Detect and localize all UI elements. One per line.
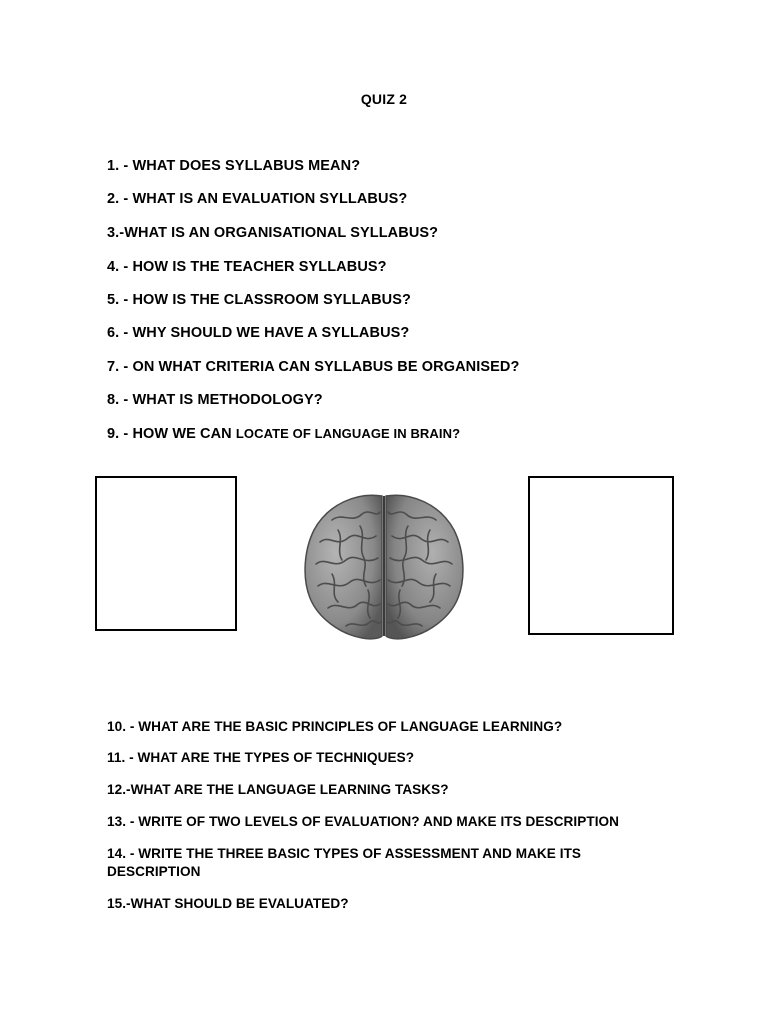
question-5: 5. - HOW IS THE CLASSROOM SYLLABUS?	[107, 292, 411, 308]
question-14: 14. - WRITE THE THREE BASIC TYPES OF ASSESSMENT AND MAKE ITS DESCRIPTION	[107, 846, 582, 879]
question-13: 13. - WRITE OF TWO LEVELS OF EVALUATION? AND MAKE ITS DESCRIPTION	[107, 814, 620, 829]
answer-box-left	[95, 476, 237, 631]
question-9-prefix: 9. - HOW WE CAN	[107, 426, 236, 442]
question-11: 11. - WHAT ARE THE TYPES OF TECHNIQUES?	[107, 750, 415, 765]
question-2: 2. - WHAT IS AN EVALUATION SYLLABUS?	[107, 191, 408, 207]
question-7: 7. - ON WHAT CRITERIA CAN SYLLABUS BE ORGANISED?	[107, 359, 520, 375]
question-4: 4. - HOW IS THE TEACHER SYLLABUS?	[107, 259, 387, 275]
question-9	[107, 426, 460, 442]
question-3: 3.-WHAT IS AN ORGANISATIONAL SYLLABUS?	[107, 225, 439, 241]
question-1: 1. - WHAT DOES SYLLABUS MEAN?	[107, 158, 361, 174]
brain-icon	[302, 490, 466, 642]
page-title: QUIZ 2	[360, 91, 408, 107]
question-6: 6. - WHY SHOULD WE HAVE A SYLLABUS?	[107, 325, 410, 341]
question-12: 12.-WHAT ARE THE LANGUAGE LEARNING TASKS?	[107, 782, 449, 797]
answer-box-right	[528, 476, 674, 635]
question-15: 15.-WHAT SHOULD BE EVALUATED?	[107, 896, 349, 911]
question-9-suffix: LOCATE OF LANGUAGE IN BRAIN?	[235, 426, 461, 441]
question-8: 8. - WHAT IS METHODOLOGY?	[107, 392, 323, 408]
question-10: 10. - WHAT ARE THE BASIC PRINCIPLES OF LANGUAGE LEARNING?	[107, 719, 563, 734]
